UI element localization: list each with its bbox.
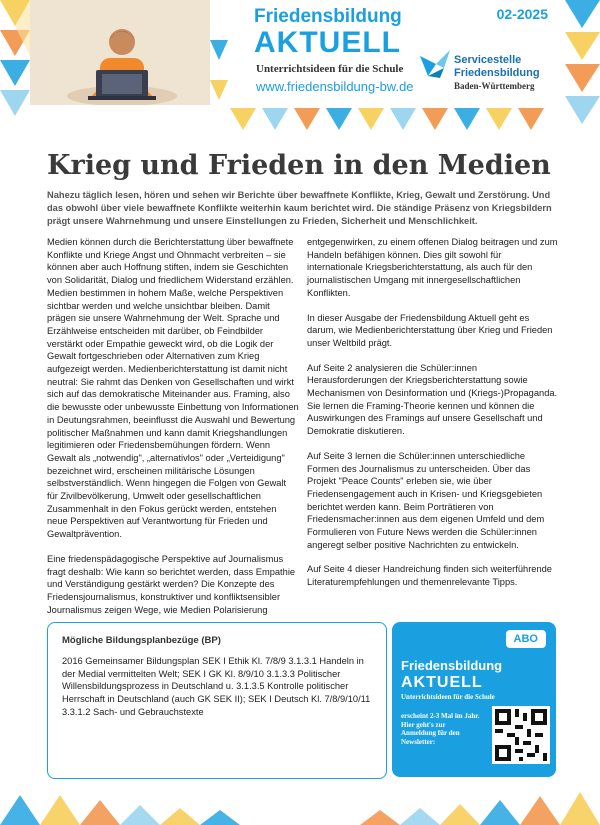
dove-logo-icon [418, 46, 452, 80]
triangle-pattern-bottom [0, 780, 600, 825]
person-laptop-illustration [30, 0, 210, 105]
article-column-right [307, 236, 559, 601]
paragraph: Auf Seite 4 dieser Handreichung finden sich weiterführende Literaturempfehlungen und themenrelevante Tipps. [307, 564, 552, 588]
brand-block [228, 0, 558, 108]
bp-text: 2016 Gemeinsamer Bildungsplan SEK I Ethik Kl. 7/8/9 3.1.3.1 Handeln in der Medial vermittelten Welt; SEK I GK Kl. 8/9/10 3.1.3.3 Politischer Willensbildungsprozess in Deutschland u. 3.1.3.5 Kontrolle politischer Herrschaft in Deutschland (auch GK SEK II); SEK I Deutsch Kl. 7/8/9/10/11 3.3.1.2 Sach- und Gebrauchstexte [62, 656, 371, 717]
article-title: Krieg und Frieden in den Medien [47, 150, 551, 181]
paragraph: Medien können durch die Berichterstattung über bewaffnete Konflikte und Kriege Angst und Ohnmacht verbreiten – sie können aber auch Hoffnung stiften, indem sie Geschichten von Solidarität, Dialog und friedlichem Widerstand erzählen. Medien bestimmen in hohem Maße, welche Perspektiven sichtbar werden und welche unsichtbar bleiben. Damit prägen sie unsere Wahrnehmung der Welt. Sprache und Erzählweise entscheiden mit darüber, ob Feindbilder verstärkt oder Empathie geweckt wird, ob die Logik der Gewalt fortgeschrieben oder Alternativen zum Krieg aufgezeigt werden. Medienberichterstattung ist damit nicht neutral: Sie rahmt das Denken von Gesellschaften und wirkt sich auf das demokratische Miteinander aus. Framing, also die bewusste oder unbewusste Einbettung von Informationen in Deutungsrahmen, beeinflusst die Auswahl und Bewertung politischer Maßnahmen und kann damit Kriegshandlungen legitimieren oder Friedensbemühungen fördern. Wenn Gewalt als „notwendig", „alternativlos" oder „Verteidigung" bezeichnet wird, erscheinen militärische Lösungen selbstverständlich. Wenn hingegen die Folgen von Gewalt für Zivilbevölkerung, Umwelt oder gesellschaftlichen Zusammenhalt in den Fokus gerückt werden, entstehen neue Perspektiven auf Verantwortung für Frieden und Gewaltprävention. [47, 237, 299, 540]
article-lead: Nahezu täglich lesen, hören und sehen wir Berichte über bewaffnete Konflikte, Krieg, Gewalt und Zerstörung. Und das obwohl über viele bewaffnete Konflikte weiterhin kaum berichtet wird. Die ständige Präsenz von Kriegsbildern prägt unsere Wahrnehmung und unsere Einstellungen zu Frieden, Sicherheit und Menschlichkeit. [47, 190, 552, 226]
brand-url-link[interactable]: www.friedensbildung-bw.de [256, 79, 414, 94]
bildungsplan-box [47, 622, 387, 779]
abo-aktuell: AKTUELL [401, 674, 483, 691]
header-banner [0, 0, 600, 130]
service-line-3: Baden-Württemberg [454, 81, 535, 91]
paragraph: Eine friedenspädagogische Perspektive auf Journalismus fragt deshalb: Wie kann so berichtet werden, dass Empathie und Verständigung gestärkt werden? Die Konzepte des Friedensjournalismus, konstruktiver und konfliktsensibler Journalismus zeigen Wege, wie Medien Polarisierung [47, 553, 296, 615]
abo-box [392, 622, 556, 777]
header-illustration [30, 0, 210, 105]
article-column-left [47, 236, 299, 628]
issue-number: 02-2025 [496, 6, 548, 22]
brand-aktuell: AKTUELL [254, 26, 401, 59]
brand-subtitle: Unterrichtsideen für die Schule [256, 63, 404, 75]
abo-title: Friedensbildung [401, 658, 503, 673]
abo-badge: ABO [506, 630, 546, 648]
paragraph: entgegenwirken, zu einem offenen Dialog beitragen und zum Handeln befähigen können. Dies gilt sowohl für internationale Kriegsberichterstattung, als auch für den journalistischen Umgang mit innergesellschaftlichen Konflikten. [307, 237, 558, 298]
service-line-2: Friedensbildung [454, 67, 540, 79]
service-line-1: Servicestelle [454, 54, 522, 66]
paragraph: In dieser Ausgabe der Friedensbildung Aktuell geht es darum, wie Medienberichterstattung über Krieg und Frieden unser Weltbild prägt. [307, 312, 553, 348]
servicestelle-label [454, 54, 540, 93]
brand-title: Friedensbildung [254, 6, 402, 27]
paragraph: Auf Seite 3 lernen die Schüler:innen unterschiedliche Formen des Journalismus zu unterscheiden. Über das Projekt "Peace Counts" erleben sie, wie über Friedensengagement auch in Krisen- und Kriegsgebieten berichtet werden kann. Beim Porträtieren von Friedensmacher:innen aus dem eigenen Umfeld und dem Formulieren von Future News werden die Schüler:innen angeregt selber positive Nachrichten zu entwickeln. [307, 450, 545, 550]
qr-code-icon[interactable] [492, 706, 550, 764]
paragraph: Auf Seite 2 analysieren die Schüler:innen Herausforderungen der Kriegsberichterstattung sowie Mechanismen von Desinformation und (Kriegs-)Propaganda. Sie lernen die Framing-Theorie kennen und können die Auswirkungen des Framings auf unsere Gesellschaft und Demokratie diskutieren. [307, 362, 558, 437]
abo-info: erscheint 2-3 Mal im Jahr. Hier geht's zur Anmeldung für den Newsletter: [401, 712, 480, 746]
bp-heading: Mögliche Bildungsplanbezüge (BP) [62, 635, 221, 646]
abo-subtitle: Unterrichtsideen für die Schule [401, 693, 495, 701]
